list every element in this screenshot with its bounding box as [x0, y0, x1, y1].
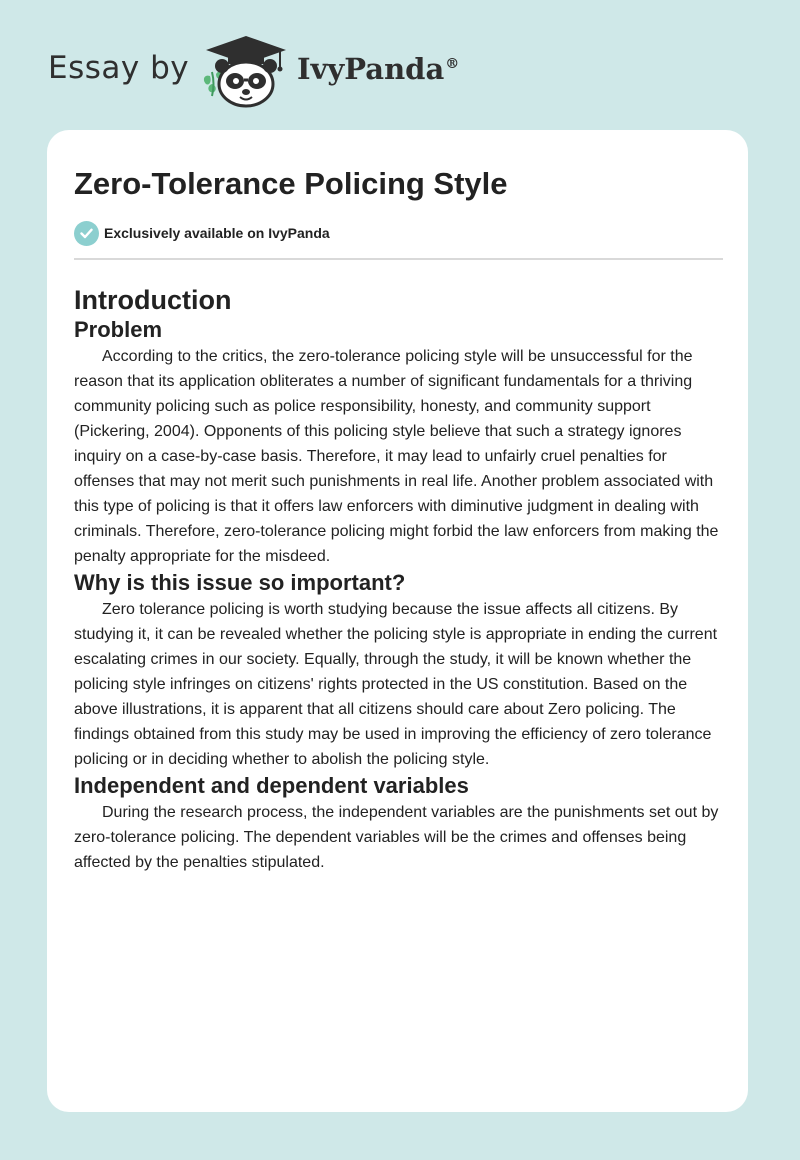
subsection-heading-importance: Why is this issue so important? — [74, 570, 406, 595]
paragraph-importance: Zero tolerance policing is worth studying because the issue affects all citizens. By studying it, it can be revealed whether the policing style is appropriate in ending the current escalating crimes in our society. Equally, through the study, it will be known whether the policing style infringes on citizens' rights protected in the US constitution. Based on the above illustrations, it is apparent that all citizens should care about Zero policing. The findings obtained from this study may be used in improving the efficiency of zero tolerance policing or in deciding whether to abolish the policing style. — [74, 601, 718, 768]
title-divider — [74, 258, 723, 260]
site-header — [0, 0, 800, 130]
brand-name-text: IvyPanda — [297, 52, 445, 86]
check-circle-icon — [74, 221, 99, 246]
exclusive-badge-text: Exclusively available on IvyPanda — [104, 225, 330, 241]
panda-graduate-icon[interactable] — [200, 34, 292, 110]
section-heading-introduction: Introduction — [74, 285, 232, 315]
brand-name[interactable] — [297, 52, 459, 86]
paragraph-variables: During the research process, the independent variables are the punishments set out by zero-tolerance policing. The dependent variables will be the crimes and offenses being affected by the penalties stipulated. — [74, 804, 719, 871]
essay-content — [74, 166, 723, 875]
essay-card — [47, 130, 748, 1112]
brand-prefix: Essay by — [48, 50, 190, 86]
exclusive-badge — [74, 220, 723, 246]
paragraph-problem: According to the critics, the zero-tolerance policing style will be unsuccessful for the reason that its application obliterates a number of significant fundamentals for a thriving community policing such as police responsibility, honesty, and community support (Pickering, 2004). Opponents of this policing style believe that such a strategy ignores inquiry on a case-by-case basis. Therefore, it may lead to unfairly cruel penalties for offenses that may not merit such punishments in real life. Another problem associated with this type of policing is that it offers law enforcers with diminutive judgment in dealing with criminals. Therefore, zero-tolerance policing might forbid the law enforcers from making the penalty appropriate for the misdeed. — [74, 348, 719, 565]
subsection-heading-variables: Independent and dependent variables — [74, 773, 469, 798]
subsection-heading-problem: Problem — [74, 317, 163, 342]
page-title: Zero-Tolerance Policing Style — [74, 166, 508, 201]
registered-mark: ® — [445, 56, 460, 73]
